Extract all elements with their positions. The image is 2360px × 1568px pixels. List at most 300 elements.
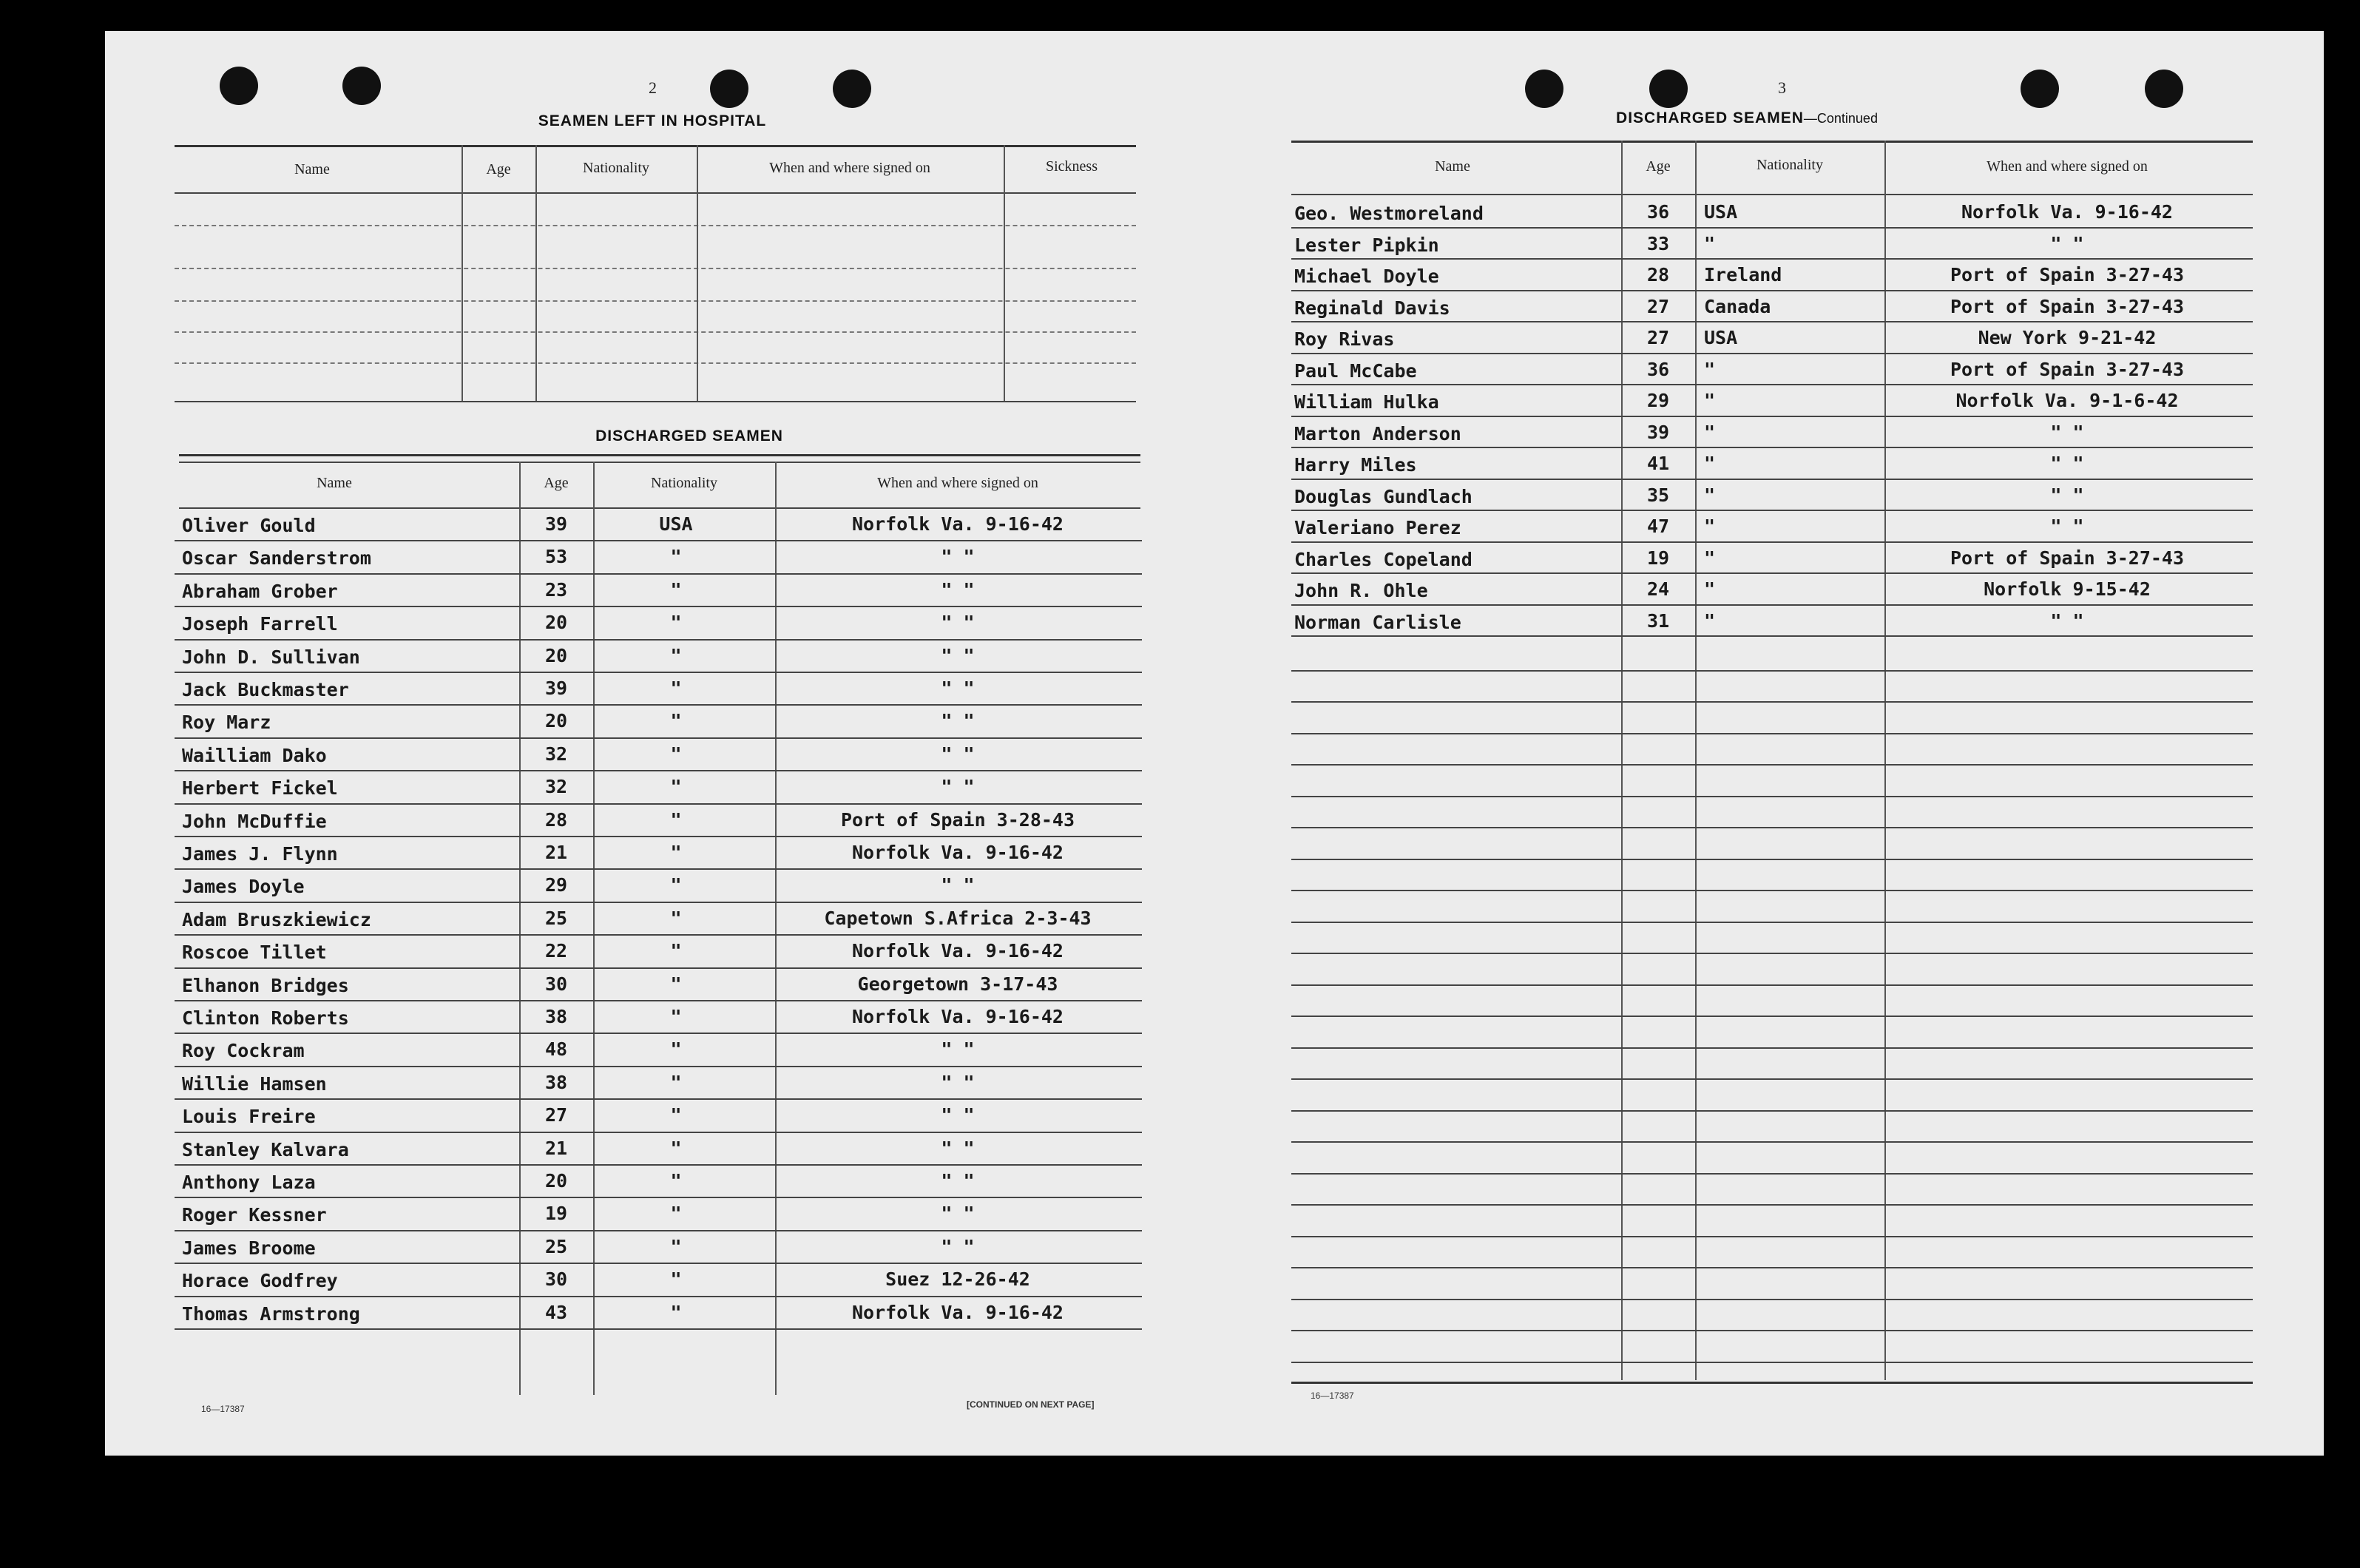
row-rule bbox=[175, 639, 1142, 641]
seaman-signed-on: " " bbox=[941, 1203, 975, 1225]
blank-row-rule bbox=[1291, 859, 2253, 860]
table-rule bbox=[175, 145, 1136, 147]
seaman-age: 29 bbox=[1646, 390, 1670, 411]
seaman-signed-on: Norfolk Va. 9-16-42 bbox=[852, 1301, 1064, 1323]
row-rule bbox=[1291, 384, 2253, 385]
seaman-signed-on: " " bbox=[941, 677, 975, 699]
seaman-signed-on: " " bbox=[2050, 421, 2084, 443]
table-row bbox=[105, 1167, 1214, 1200]
seaman-age: 28 bbox=[544, 808, 568, 831]
seaman-signed-on: " " bbox=[941, 1137, 975, 1159]
column-header: Nationality bbox=[583, 160, 649, 176]
column-header: Name bbox=[317, 475, 352, 491]
row-rule bbox=[1291, 290, 2253, 291]
column-divider bbox=[535, 145, 537, 401]
blank-row-rule bbox=[1291, 701, 2253, 703]
column-header: Name bbox=[1435, 158, 1470, 175]
table-row bbox=[105, 773, 1214, 805]
column-header: When and where signed on bbox=[769, 160, 930, 176]
table-row bbox=[105, 543, 1214, 575]
seaman-signed-on: " " bbox=[941, 743, 975, 765]
blank-row-rule bbox=[1291, 670, 2253, 672]
row-rule bbox=[175, 672, 1142, 673]
table-row bbox=[105, 839, 1214, 871]
seaman-age: 32 bbox=[544, 743, 568, 765]
table-row bbox=[1214, 230, 2324, 262]
blank-row-rule bbox=[1291, 1362, 2253, 1363]
blank-row-rule bbox=[1291, 796, 2253, 797]
discharged-continued-title bbox=[1562, 109, 1932, 127]
seaman-nationality: " bbox=[1704, 609, 1716, 632]
table-row bbox=[1214, 387, 2324, 419]
seaman-name: Louis Freire bbox=[182, 1106, 316, 1128]
seaman-age: 20 bbox=[544, 612, 568, 634]
row-rule bbox=[175, 1230, 1142, 1231]
seaman-nationality: " bbox=[670, 743, 682, 765]
seaman-age: 25 bbox=[544, 1235, 568, 1257]
table-rule bbox=[179, 454, 1140, 456]
seaman-name: John R. Ohle bbox=[1294, 580, 1428, 601]
seaman-nationality: " bbox=[670, 973, 682, 995]
seaman-nationality: " bbox=[1704, 421, 1716, 443]
seaman-age: 47 bbox=[1646, 516, 1670, 537]
row-rule bbox=[1291, 353, 2253, 354]
blank-row-rule bbox=[1291, 1141, 2253, 1143]
seaman-name: William Hulka bbox=[1294, 391, 1439, 413]
seaman-nationality: " bbox=[1704, 232, 1716, 254]
table-row bbox=[1214, 450, 2324, 481]
seaman-age: 39 bbox=[1646, 421, 1670, 443]
seaman-signed-on: Port of Spain 3-28-43 bbox=[840, 808, 1075, 831]
blank-row-rule bbox=[1291, 1330, 2253, 1331]
row-rule bbox=[1291, 510, 2253, 511]
seaman-name: Geo. Westmoreland bbox=[1294, 203, 1484, 224]
row-rule bbox=[175, 1066, 1142, 1067]
seaman-nationality: " bbox=[670, 1006, 682, 1027]
row-rule bbox=[175, 1098, 1142, 1100]
blank-row-rule bbox=[1291, 890, 2253, 891]
column-divider bbox=[461, 145, 463, 401]
seaman-age: 39 bbox=[544, 677, 568, 699]
table-row bbox=[105, 970, 1214, 1003]
seaman-age: 32 bbox=[544, 776, 568, 798]
blank-row-rule bbox=[1291, 922, 2253, 923]
seaman-nationality: USA bbox=[1704, 327, 1738, 348]
page-number: 3 bbox=[1778, 78, 1786, 97]
seaman-signed-on: Port of Spain 3-27-43 bbox=[1950, 295, 2185, 317]
table-row bbox=[1214, 513, 2324, 544]
table-row bbox=[105, 1069, 1214, 1101]
table-row bbox=[1214, 324, 2324, 356]
table-row bbox=[1214, 481, 2324, 513]
right-page bbox=[1214, 31, 2324, 1456]
seaman-name: James Broome bbox=[182, 1237, 316, 1259]
seaman-age: 41 bbox=[1646, 453, 1670, 474]
blank-row-rule bbox=[1291, 733, 2253, 734]
seaman-name: Roscoe Tillet bbox=[182, 942, 327, 964]
seaman-name: Horace Godfrey bbox=[182, 1270, 338, 1292]
seaman-name: Charles Copeland bbox=[1294, 548, 1473, 570]
seaman-signed-on: Norfolk 9-15-42 bbox=[1984, 578, 2151, 600]
seaman-name: Adam Bruszkiewicz bbox=[182, 908, 371, 930]
seaman-age: 27 bbox=[1646, 327, 1670, 348]
seaman-name: Harry Miles bbox=[1294, 454, 1417, 476]
seaman-age: 30 bbox=[544, 1268, 568, 1291]
table-row bbox=[105, 1299, 1214, 1331]
seaman-age: 31 bbox=[1646, 609, 1670, 632]
seaman-signed-on: Capetown S.Africa 2-3-43 bbox=[824, 907, 1092, 929]
seaman-age: 24 bbox=[1646, 578, 1670, 600]
table-row bbox=[105, 740, 1214, 773]
seaman-nationality: " bbox=[670, 546, 682, 568]
seaman-age: 21 bbox=[544, 1137, 568, 1159]
seaman-name: Douglas Gundlach bbox=[1294, 485, 1473, 507]
row-rule bbox=[175, 902, 1142, 903]
column-divider bbox=[1004, 145, 1005, 401]
table-row bbox=[1214, 198, 2324, 230]
seaman-age: 27 bbox=[544, 1104, 568, 1126]
seaman-name: John McDuffie bbox=[182, 810, 327, 832]
seaman-nationality: " bbox=[670, 644, 682, 666]
seaman-nationality: Canada bbox=[1704, 295, 1771, 317]
table-row bbox=[105, 1265, 1214, 1298]
document-sheet bbox=[105, 31, 2324, 1456]
seaman-age: 21 bbox=[544, 842, 568, 863]
continued-note: [CONTINUED ON NEXT PAGE] bbox=[967, 1399, 1095, 1410]
seaman-signed-on: Georgetown 3-17-43 bbox=[857, 973, 1058, 995]
seaman-signed-on: " " bbox=[2050, 516, 2084, 537]
seaman-name: Lester Pipkin bbox=[1294, 234, 1439, 256]
seaman-nationality: " bbox=[670, 907, 682, 929]
table-rule bbox=[175, 300, 1136, 302]
row-rule bbox=[175, 803, 1142, 805]
row-rule bbox=[1291, 416, 2253, 417]
seaman-name: Anthony Laza bbox=[182, 1172, 316, 1193]
table-row bbox=[105, 675, 1214, 707]
seaman-nationality: " bbox=[670, 1071, 682, 1093]
seaman-nationality: " bbox=[670, 1038, 682, 1061]
seaman-name: Oscar Sanderstrom bbox=[182, 547, 371, 570]
left-page bbox=[105, 31, 1214, 1456]
seaman-nationality: USA bbox=[659, 513, 693, 535]
seaman-name: Elhanon Bridges bbox=[182, 974, 349, 996]
column-header: Age bbox=[544, 475, 569, 491]
row-rule bbox=[175, 868, 1142, 870]
blank-row-rule bbox=[1291, 1110, 2253, 1112]
table-row bbox=[1214, 261, 2324, 293]
seaman-signed-on: Norfolk Va. 9-16-42 bbox=[852, 842, 1064, 863]
seaman-nationality: " bbox=[670, 1104, 682, 1126]
seaman-nationality: " bbox=[670, 1301, 682, 1323]
seaman-signed-on: " " bbox=[941, 612, 975, 634]
row-rule bbox=[1291, 227, 2253, 229]
table-row bbox=[105, 707, 1214, 740]
blank-row-rule bbox=[1291, 1016, 2253, 1017]
seaman-name: Valeriano Perez bbox=[1294, 517, 1461, 538]
seaman-name: Stanley Kalvara bbox=[182, 1138, 349, 1160]
column-header: Nationality bbox=[1757, 157, 1823, 173]
seaman-signed-on: " " bbox=[2050, 484, 2084, 506]
row-rule bbox=[1291, 447, 2253, 448]
seaman-nationality: " bbox=[670, 940, 682, 962]
seaman-age: 30 bbox=[544, 973, 568, 995]
row-rule bbox=[175, 1328, 1142, 1330]
seaman-signed-on: " " bbox=[2050, 232, 2084, 254]
seaman-name: Roy Cockram bbox=[182, 1040, 305, 1062]
seaman-age: 48 bbox=[544, 1038, 568, 1061]
seaman-name: Oliver Gould bbox=[182, 515, 316, 536]
seaman-name: Reginald Davis bbox=[1294, 297, 1450, 319]
seaman-nationality: " bbox=[1704, 578, 1716, 600]
seaman-signed-on: New York 9-21-42 bbox=[1978, 327, 2157, 348]
table-rule bbox=[175, 192, 1136, 194]
column-header: Name bbox=[294, 161, 330, 178]
row-rule bbox=[175, 1164, 1142, 1166]
blank-row-rule bbox=[1291, 1299, 2253, 1300]
seaman-age: 27 bbox=[1646, 295, 1670, 317]
seaman-nationality: " bbox=[670, 1268, 682, 1291]
seaman-nationality: " bbox=[1704, 484, 1716, 506]
column-header: When and where signed on bbox=[877, 475, 1038, 491]
seaman-nationality: " bbox=[670, 1170, 682, 1192]
blank-row-rule bbox=[1291, 1236, 2253, 1237]
seaman-name: Wailliam Dako bbox=[182, 744, 327, 766]
seaman-name: Joseph Farrell bbox=[182, 613, 338, 635]
table-row bbox=[105, 905, 1214, 937]
column-header: Nationality bbox=[651, 475, 717, 491]
seaman-nationality: Ireland bbox=[1704, 264, 1782, 285]
hospital-section-title: SEAMEN LEFT IN HOSPITAL bbox=[538, 112, 767, 129]
seaman-age: 19 bbox=[544, 1203, 568, 1225]
seaman-signed-on: " " bbox=[2050, 453, 2084, 474]
seaman-age: 53 bbox=[544, 546, 568, 568]
seaman-signed-on: Norfolk Va. 9-1-6-42 bbox=[1955, 390, 2179, 411]
title-main: DISCHARGED SEAMEN bbox=[1616, 109, 1804, 126]
seaman-nationality: " bbox=[670, 710, 682, 732]
blank-row-rule bbox=[1291, 827, 2253, 828]
seaman-signed-on: Norfolk Va. 9-16-42 bbox=[852, 513, 1064, 535]
seaman-age: 38 bbox=[544, 1006, 568, 1027]
column-header: When and where signed on bbox=[1987, 158, 2148, 175]
blank-row-rule bbox=[1291, 1267, 2253, 1268]
row-rule bbox=[175, 1132, 1142, 1133]
seaman-signed-on: " " bbox=[941, 1071, 975, 1093]
row-rule bbox=[1291, 479, 2253, 480]
table-row bbox=[105, 1003, 1214, 1035]
seaman-nationality: " bbox=[670, 776, 682, 798]
seaman-nationality: " bbox=[670, 1137, 682, 1159]
column-divider bbox=[697, 145, 698, 401]
row-rule bbox=[1291, 572, 2253, 574]
table-row bbox=[105, 937, 1214, 970]
row-rule bbox=[175, 1296, 1142, 1297]
blank-row-rule bbox=[1291, 984, 2253, 986]
seaman-name: Clinton Roberts bbox=[182, 1007, 349, 1029]
seaman-age: 39 bbox=[544, 513, 568, 535]
seaman-signed-on: Norfolk Va. 9-16-42 bbox=[852, 1006, 1064, 1027]
seaman-nationality: " bbox=[1704, 516, 1716, 537]
table-row bbox=[105, 1200, 1214, 1232]
page-number: 2 bbox=[649, 78, 657, 97]
row-rule bbox=[175, 836, 1142, 837]
seaman-signed-on: " " bbox=[941, 776, 975, 798]
blank-row-rule bbox=[1291, 953, 2253, 954]
title-continued: —Continued bbox=[1803, 111, 1878, 126]
table-row bbox=[105, 1101, 1214, 1134]
seaman-nationality: " bbox=[670, 612, 682, 634]
seaman-age: 20 bbox=[544, 1170, 568, 1192]
blank-row-rule bbox=[1291, 1204, 2253, 1206]
seaman-signed-on: " " bbox=[941, 578, 975, 601]
row-rule bbox=[175, 573, 1142, 575]
seaman-name: Roy Marz bbox=[182, 712, 271, 734]
seaman-nationality: " bbox=[670, 874, 682, 896]
table-row bbox=[1214, 293, 2324, 325]
table-row bbox=[105, 1035, 1214, 1068]
column-header: Age bbox=[486, 161, 511, 178]
seaman-signed-on: " " bbox=[941, 546, 975, 568]
discharged-section-title: DISCHARGED SEAMEN bbox=[595, 428, 783, 445]
seaman-nationality: " bbox=[1704, 453, 1716, 474]
seaman-age: 20 bbox=[544, 644, 568, 666]
row-rule bbox=[175, 770, 1142, 771]
seaman-signed-on: " " bbox=[941, 644, 975, 666]
form-number: 16—17387 bbox=[1311, 1390, 1354, 1401]
row-rule bbox=[175, 1263, 1142, 1264]
seaman-age: 38 bbox=[544, 1071, 568, 1093]
table-row bbox=[105, 871, 1214, 904]
seaman-signed-on: Norfolk Va. 9-16-42 bbox=[1961, 201, 2173, 223]
table-row bbox=[105, 609, 1214, 641]
form-number: 16—17387 bbox=[201, 1404, 245, 1414]
row-rule bbox=[1291, 604, 2253, 606]
row-rule bbox=[175, 967, 1142, 969]
seaman-signed-on: " " bbox=[941, 1170, 975, 1192]
seaman-age: 33 bbox=[1646, 232, 1670, 254]
row-rule bbox=[175, 1197, 1142, 1198]
seaman-signed-on: Port of Spain 3-27-43 bbox=[1950, 547, 2185, 569]
seaman-signed-on: Port of Spain 3-27-43 bbox=[1950, 264, 2185, 285]
column-header: Sickness bbox=[1046, 158, 1098, 175]
seaman-age: 25 bbox=[544, 907, 568, 929]
table-rule bbox=[1291, 194, 2253, 195]
seaman-age: 29 bbox=[544, 874, 568, 896]
seaman-signed-on: " " bbox=[941, 1038, 975, 1061]
table-row bbox=[1214, 419, 2324, 450]
row-rule bbox=[175, 934, 1142, 936]
table-row bbox=[105, 1135, 1214, 1167]
table-row bbox=[105, 576, 1214, 609]
seaman-signed-on: Norfolk Va. 9-16-42 bbox=[852, 940, 1064, 962]
seaman-signed-on: " " bbox=[2050, 609, 2084, 632]
seaman-nationality: " bbox=[670, 578, 682, 601]
row-rule bbox=[1291, 258, 2253, 260]
seaman-name: Norman Carlisle bbox=[1294, 611, 1461, 633]
seaman-name: Roy Rivas bbox=[1294, 328, 1395, 350]
row-rule bbox=[175, 737, 1142, 739]
row-rule bbox=[175, 540, 1142, 541]
row-rule bbox=[175, 606, 1142, 607]
seaman-signed-on: Suez 12-26-42 bbox=[885, 1268, 1030, 1291]
seaman-name: James J. Flynn bbox=[182, 843, 338, 865]
row-rule bbox=[1291, 541, 2253, 543]
table-row bbox=[1214, 575, 2324, 607]
seaman-name: Michael Doyle bbox=[1294, 266, 1439, 287]
table-rule bbox=[175, 331, 1136, 333]
row-rule bbox=[175, 1033, 1142, 1034]
seaman-age: 19 bbox=[1646, 547, 1670, 569]
table-rule bbox=[175, 362, 1136, 364]
table-row bbox=[105, 1233, 1214, 1265]
blank-row-rule bbox=[1291, 1173, 2253, 1175]
seaman-age: 28 bbox=[1646, 264, 1670, 285]
row-rule bbox=[1291, 321, 2253, 322]
row-rule bbox=[175, 704, 1142, 706]
table-row bbox=[105, 642, 1214, 675]
seaman-name: Herbert Fickel bbox=[182, 777, 338, 800]
seaman-nationality: " bbox=[1704, 547, 1716, 569]
table-row bbox=[1214, 356, 2324, 388]
column-header: Age bbox=[1646, 158, 1671, 175]
seaman-nationality: " bbox=[670, 1203, 682, 1225]
seaman-signed-on: " " bbox=[941, 1235, 975, 1257]
row-rule bbox=[175, 1000, 1142, 1001]
seaman-name: Paul McCabe bbox=[1294, 359, 1417, 382]
table-rule bbox=[175, 401, 1136, 402]
table-row bbox=[1214, 607, 2324, 639]
seaman-name: Jack Buckmaster bbox=[182, 679, 349, 700]
seaman-nationality: " bbox=[1704, 390, 1716, 411]
seaman-nationality: " bbox=[670, 842, 682, 863]
seaman-age: 36 bbox=[1646, 358, 1670, 380]
table-row bbox=[105, 806, 1214, 839]
table-rule bbox=[1291, 141, 2253, 143]
seaman-signed-on: " " bbox=[941, 1104, 975, 1126]
table-row bbox=[105, 510, 1214, 543]
seaman-signed-on: Port of Spain 3-27-43 bbox=[1950, 358, 2185, 380]
blank-row-rule bbox=[1291, 1078, 2253, 1080]
table-rule bbox=[179, 507, 1140, 509]
seaman-age: 35 bbox=[1646, 484, 1670, 506]
table-rule bbox=[1291, 1382, 2253, 1384]
seaman-age: 23 bbox=[544, 578, 568, 601]
seaman-name: John D. Sullivan bbox=[182, 646, 360, 668]
blank-row-rule bbox=[1291, 764, 2253, 766]
seaman-signed-on: " " bbox=[941, 874, 975, 896]
row-rule bbox=[1291, 635, 2253, 637]
seaman-name: James Doyle bbox=[182, 876, 305, 898]
seaman-nationality: " bbox=[670, 808, 682, 831]
seaman-age: 36 bbox=[1646, 201, 1670, 223]
seaman-name: Roger Kessner bbox=[182, 1204, 327, 1226]
seaman-nationality: " bbox=[670, 1235, 682, 1257]
seaman-name: Abraham Grober bbox=[182, 580, 338, 602]
seaman-nationality: " bbox=[670, 677, 682, 699]
seaman-nationality: " bbox=[1704, 358, 1716, 380]
seaman-nationality: USA bbox=[1704, 201, 1738, 223]
seaman-age: 20 bbox=[544, 710, 568, 732]
table-rule bbox=[179, 462, 1140, 463]
seaman-name: Willie Hamsen bbox=[182, 1072, 327, 1095]
seaman-age: 43 bbox=[544, 1301, 568, 1323]
seaman-name: Marton Anderson bbox=[1294, 422, 1461, 445]
seaman-age: 22 bbox=[544, 940, 568, 962]
table-rule bbox=[175, 268, 1136, 269]
seaman-name: Thomas Armstrong bbox=[182, 1302, 360, 1325]
seaman-signed-on: " " bbox=[941, 710, 975, 732]
table-row bbox=[1214, 544, 2324, 576]
blank-row-rule bbox=[1291, 1047, 2253, 1049]
